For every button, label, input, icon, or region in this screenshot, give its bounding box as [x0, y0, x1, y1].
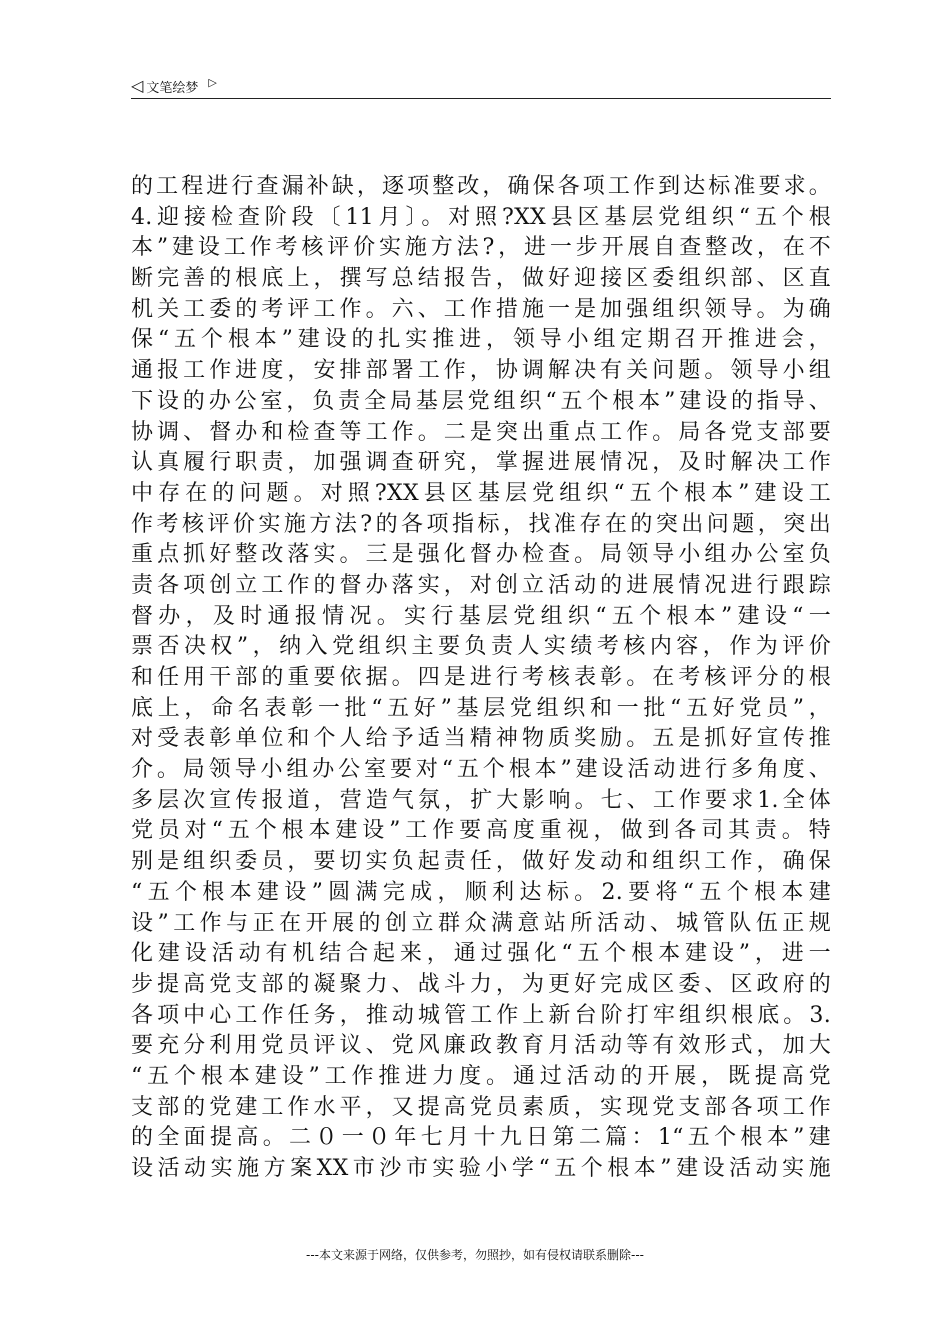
body-line: 各项中心工作任务，推动城管工作上新台阶打牢组织根底。3. — [131, 1002, 831, 1028]
body-line: 设”工作与正在开展的创立群众满意站所活动、城管队伍正规 — [131, 910, 831, 936]
body-line: 作考核评价实施方法?的各项指标，找准存在的突出问题，突出 — [131, 511, 831, 537]
triangle-left-icon: ◁ — [131, 76, 144, 95]
document-body — [131, 172, 831, 1185]
body-line: 本”建设工作考核评价实施方法?，进一步开展自查整改，在不 — [131, 235, 831, 261]
header-title: 文笔绘梦 — [146, 80, 199, 96]
body-line: 别是组织委员，要切实负起责任，做好发动和组织工作，确保 — [131, 849, 831, 875]
body-line: 通报工作进度，安排部署工作，协调解决有关问题。领导小组 — [131, 358, 831, 384]
body-line: 底上，命名表彰一批“五好”基层党组织和一批“五好党员”， — [131, 695, 831, 721]
body-line: “五个根本建设”工作推进力度。通过活动的开展，既提高党 — [131, 1063, 831, 1089]
body-line: 认真履行职责，加强调查研究，掌握进展情况，及时解决工作 — [131, 450, 831, 476]
body-line: 中存在的问题。对照?XX县区基层党组织“五个根本”建设工 — [131, 480, 831, 506]
body-line: “五个根本建设”圆满完成，顺利达标。2.要将“五个根本建 — [131, 879, 831, 905]
body-line: 多层次宣传报道，营造气氛，扩大影响。七、工作要求1.全体 — [131, 787, 831, 813]
body-line: 和任用干部的重要依据。四是进行考核表彰。在考核评分的根 — [131, 665, 831, 690]
body-line: 协调、督办和检查等工作。二是突出重点工作。局各党支部要 — [131, 419, 831, 445]
body-line: 重点抓好整改落实。三是强化督办检查。局领导小组办公室负 — [131, 542, 831, 568]
body-line: 支部的党建工作水平，又提高党员素质，实现党支部各项工作 — [131, 1094, 831, 1120]
page-header — [131, 74, 831, 98]
body-line: 党员对“五个根本建设”工作要高度重视，做到各司其责。特 — [131, 818, 831, 844]
body-line: 的全面提高。二０一０年七月十九日第二篇：1“五个根本”建 — [131, 1125, 831, 1151]
body-line: 步提高党支部的凝聚力、战斗力，为更好完成区委、区政府的 — [131, 971, 831, 997]
body-line: 断完善的根底上，撰写总结报告，做好迎接区委组织部、区直 — [131, 266, 831, 292]
triangle-right-icon: ▷ — [208, 75, 217, 89]
body-line: 督办，及时通报情况。实行基层党组织“五个根本”建设“一 — [131, 603, 831, 629]
body-line: 机关工委的考评工作。六、工作措施一是加强组织领导。为确 — [131, 296, 831, 322]
body-line: 设活动实施方案XX市沙市实验小学“五个根本”建设活动实施 — [131, 1156, 831, 1181]
body-line: 下设的办公室，负责全局基层党组织“五个根本”建设的指导、 — [131, 388, 831, 414]
body-line: 的工程进行查漏补缺，逐项整改，确保各项工作到达标准要求。 — [131, 174, 831, 199]
body-line: 责各项创立工作的督办落实，对创立活动的进展情况进行跟踪 — [131, 572, 831, 598]
body-line: 保“五个根本”建设的扎实推进，领导小组定期召开推进会， — [131, 327, 831, 353]
page-footer: ---本文来源于网络，仅供参考，勿照抄，如有侵权请联系删除--- — [306, 1248, 644, 1262]
body-line: 4.迎接检查阶段〔11月〕。对照?XX县区基层党组织“五个根 — [131, 204, 831, 230]
body-line: 票否决权”，纳入党组织主要负责人实绩考核内容，作为评价 — [131, 634, 831, 660]
body-line: 对受表彰单位和个人给予适当精神物质奖励。五是抓好宣传推 — [131, 726, 831, 752]
body-line: 要充分利用党员评议、党风廉政教育月活动等有效形式，加大 — [131, 1033, 831, 1059]
header-divider — [131, 98, 831, 99]
body-line: 介。局领导小组办公室要对“五个根本”建设活动进行多角度、 — [131, 757, 831, 783]
body-line: 化建设活动有机结合起来，通过强化“五个根本建设”，进一 — [131, 941, 831, 967]
